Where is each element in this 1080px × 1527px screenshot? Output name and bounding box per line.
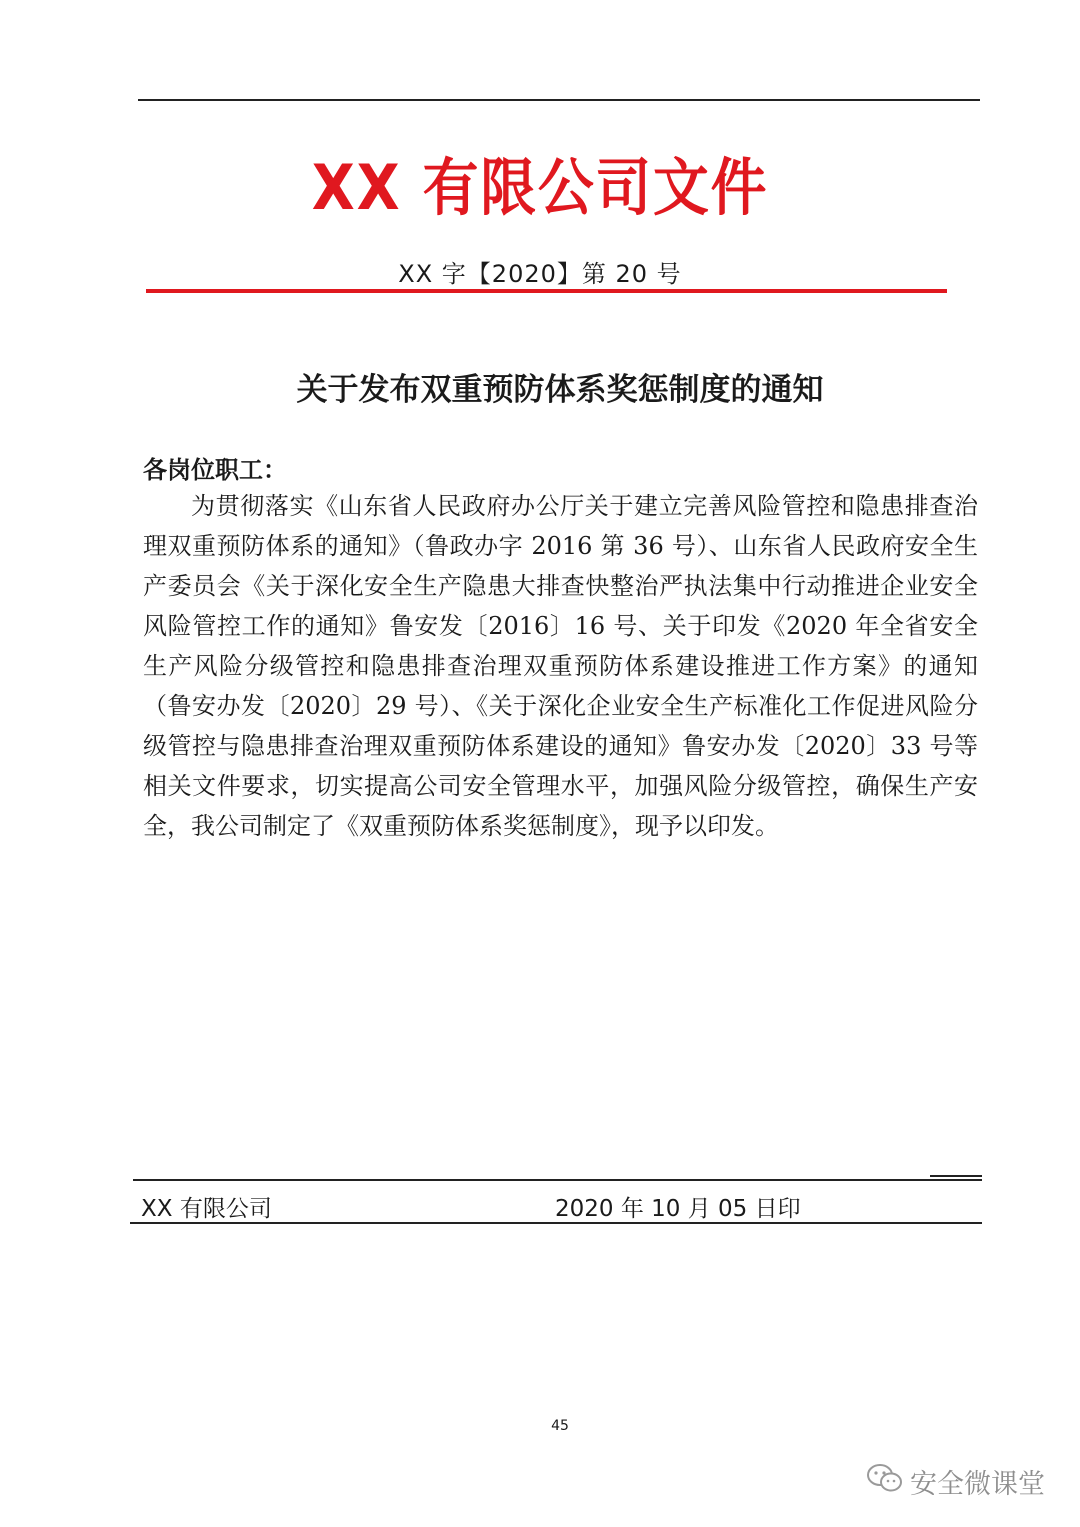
page-number: 45 <box>551 1418 569 1434</box>
issue-date: 2020 年 10 月 05 日印 <box>555 1196 801 1222</box>
wechat-icon <box>866 1462 904 1501</box>
red-divider <box>146 289 947 293</box>
document-header-title: XX 有限公司文件 <box>311 151 769 224</box>
issuing-company: XX 有限公司 <box>141 1196 272 1222</box>
watermark-text: 安全微课堂 <box>910 1469 1045 1500</box>
notice-body: 为贯彻落实《山东省人民政府办公厅关于建立完善风险管控和隐患排查治理双重预防体系的通知》（鲁政办字 2016 第 36 号）、山东省人民政府安全生产委员会《关于深化安全生产隐患大排查快整治严执法集中行动推进企业安全风险管控工作的通知》鲁安发〔2016〕16 号、关于印发《2020 年全省安全生产风险分级管控和隐患排查治理双重预防体系建设推进工作方案》的通知（鲁安办发〔2020〕29 号）、《关于深化企业安全生产标准化工作促进风险分级管控与隐患排查治理双重预防体系建设的通知》鲁安办发〔2020〕33 号等相关文件要求，切实提高公司安全管理水平，加强风险分级管控，确保生产安全，我公司制定了《双重预防体系奖惩制度》，现予以印发。 <box>143 492 978 840</box>
top-divider <box>138 99 980 101</box>
footer-top-rule <box>133 1179 982 1181</box>
footer-short-rule <box>930 1175 982 1177</box>
salutation: 各岗位职工： <box>143 455 287 484</box>
document-number: XX 字【2020】第 20 号 <box>398 260 682 288</box>
watermark <box>866 1462 1045 1501</box>
footer-bottom-rule <box>130 1222 982 1224</box>
notice-title: 关于发布双重预防体系奖惩制度的通知 <box>296 372 824 408</box>
